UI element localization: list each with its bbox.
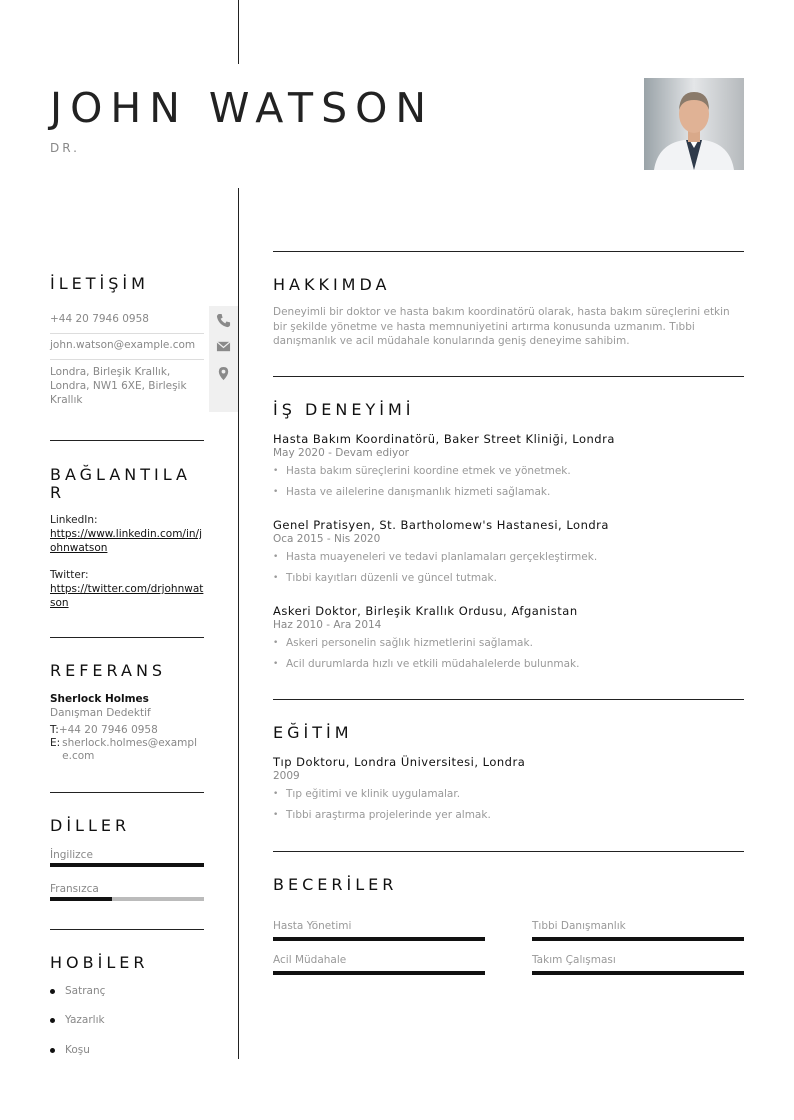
section-divider bbox=[50, 637, 204, 638]
education-bullet: • Tıbbi araştırma projelerinde yer almak. bbox=[273, 808, 744, 822]
contact-address: Londra, Birleşik Krallık, Londra, NW1 6XE, Birleşik Krallık bbox=[50, 366, 187, 406]
contact-email[interactable]: john.watson@example.com bbox=[50, 339, 196, 351]
reference-phone-label: T: bbox=[50, 724, 59, 736]
section-divider bbox=[50, 929, 204, 930]
hobby-item bbox=[50, 985, 105, 997]
language-item bbox=[50, 848, 204, 868]
skill-level-bar bbox=[273, 937, 485, 941]
job-bullet: • Hasta ve ailelerine danışmanlık hizmeti sağlamak. bbox=[273, 485, 744, 499]
job-title: Genel Pratisyen, St. Bartholomew's Hastanesi, Londra bbox=[273, 518, 609, 532]
bullet-dot bbox=[50, 989, 55, 994]
skill-item bbox=[273, 954, 485, 975]
job-bullet: • Hasta muayeneleri ve tedavi planlamaları gerçekleştirmek. bbox=[273, 550, 744, 564]
education-bullet: • Tıp eğitimi ve klinik uygulamalar. bbox=[273, 787, 744, 801]
section-divider bbox=[273, 851, 744, 852]
job-entry bbox=[273, 518, 744, 585]
candidate-name: JOHN WATSON bbox=[50, 84, 435, 132]
contact-separator bbox=[50, 333, 204, 334]
bullet-dot bbox=[50, 1018, 55, 1023]
twitter-label: Twitter: bbox=[50, 569, 89, 581]
language-name: Fransızca bbox=[50, 883, 99, 895]
section-divider bbox=[50, 792, 204, 793]
links-heading: BAĞLANTILA R bbox=[50, 465, 191, 502]
reference-role: Danışman Dedektif bbox=[50, 707, 151, 719]
job-bullet: • Tıbbi kayıtları düzenli ve güncel tutmak. bbox=[273, 571, 744, 585]
section-divider bbox=[273, 251, 744, 252]
section-divider bbox=[273, 376, 744, 377]
skill-item bbox=[532, 920, 744, 941]
linkedin-label: LinkedIn: bbox=[50, 514, 98, 526]
reference-email[interactable]: sherlock.holmes@example.com bbox=[62, 737, 197, 762]
bullet-dot bbox=[50, 1048, 55, 1053]
language-item bbox=[50, 882, 204, 902]
profile-photo bbox=[644, 78, 744, 170]
skill-item bbox=[532, 954, 744, 975]
skill-level-bar bbox=[532, 971, 744, 975]
language-level-fill bbox=[50, 897, 112, 901]
column-divider-line bbox=[238, 188, 239, 1059]
contact-heading: İLETİŞİM bbox=[50, 274, 149, 293]
skill-label: Hasta Yönetimi bbox=[273, 920, 352, 932]
education-entry bbox=[273, 755, 744, 822]
skill-label: Acil Müdahale bbox=[273, 954, 347, 966]
reference-phone[interactable]: +44 20 7946 0958 bbox=[58, 724, 158, 736]
hobby-label: Koşu bbox=[65, 1044, 90, 1056]
experience-heading: İŞ DENEYİMİ bbox=[273, 400, 415, 419]
twitter-link[interactable]: https://twitter.com/drjohnwatson bbox=[50, 583, 204, 609]
section-divider bbox=[273, 699, 744, 700]
job-date: Haz 2010 - Ara 2014 bbox=[273, 619, 382, 631]
about-text: Deneyimli bir doktor ve hasta bakım koordinatörü olarak, hasta bakım süreçlerini etkin bir şekilde yönetme ve hasta memnuniyetini artırma konusunda uzmanım. Tıbbi danışmanlık ve acil müdahale konularında geniş deneyime sahibim. bbox=[273, 306, 730, 347]
degree-title: Tıp Doktoru, Londra Üniversitesi, Londra bbox=[273, 755, 526, 769]
hobbies-heading: HOBİLER bbox=[50, 953, 149, 972]
linkedin-link[interactable]: https://www.linkedin.com/in/johnwatson bbox=[50, 528, 202, 554]
language-level-fill bbox=[50, 863, 204, 867]
job-date: Oca 2015 - Nis 2020 bbox=[273, 533, 381, 545]
languages-heading: DİLLER bbox=[50, 816, 131, 835]
top-divider-line bbox=[238, 0, 239, 64]
contact-phone[interactable]: +44 20 7946 0958 bbox=[50, 313, 149, 325]
skill-item bbox=[273, 920, 485, 941]
language-name: İngilizce bbox=[50, 849, 93, 861]
skill-label: Takım Çalışması bbox=[532, 954, 616, 966]
reference-email-label: E: bbox=[50, 737, 61, 749]
hobby-label: Yazarlık bbox=[65, 1014, 105, 1026]
job-bullet: • Hasta bakım süreçlerini koordine etmek ve yönetmek. bbox=[273, 464, 744, 478]
skill-level-bar bbox=[273, 971, 485, 975]
skill-label: Tıbbi Danışmanlık bbox=[532, 920, 626, 932]
job-bullet: • Askeri personelin sağlık hizmetlerini sağlamak. bbox=[273, 636, 744, 650]
section-divider bbox=[50, 440, 204, 441]
contact-separator bbox=[50, 359, 204, 360]
education-heading: EĞİTİM bbox=[273, 723, 353, 742]
job-entry bbox=[273, 432, 744, 499]
phone-icon bbox=[216, 313, 231, 328]
job-title: Hasta Bakım Koordinatörü, Baker Street Kliniği, Londra bbox=[273, 432, 615, 446]
contact-icon-column bbox=[209, 306, 238, 412]
degree-year: 2009 bbox=[273, 770, 300, 782]
job-entry bbox=[273, 604, 744, 671]
hobby-label: Satranç bbox=[65, 985, 106, 997]
job-title: Askeri Doktor, Birleşik Krallık Ordusu, Afganistan bbox=[273, 604, 578, 618]
job-bullet: • Acil durumlarda hızlı ve etkili müdahalelerde bulunmak. bbox=[273, 657, 744, 671]
hobby-item bbox=[50, 1014, 105, 1026]
hobby-item bbox=[50, 1044, 90, 1056]
about-heading: HAKKIMDA bbox=[273, 275, 391, 294]
candidate-title: DR. bbox=[50, 141, 80, 155]
skill-level-bar bbox=[532, 937, 744, 941]
reference-name: Sherlock Holmes bbox=[50, 693, 149, 705]
skills-heading: BECERİLER bbox=[273, 875, 398, 894]
envelope-icon bbox=[216, 339, 231, 354]
references-heading: REFERANS bbox=[50, 661, 167, 680]
location-pin-icon bbox=[216, 366, 231, 381]
job-date: May 2020 - Devam ediyor bbox=[273, 447, 409, 459]
